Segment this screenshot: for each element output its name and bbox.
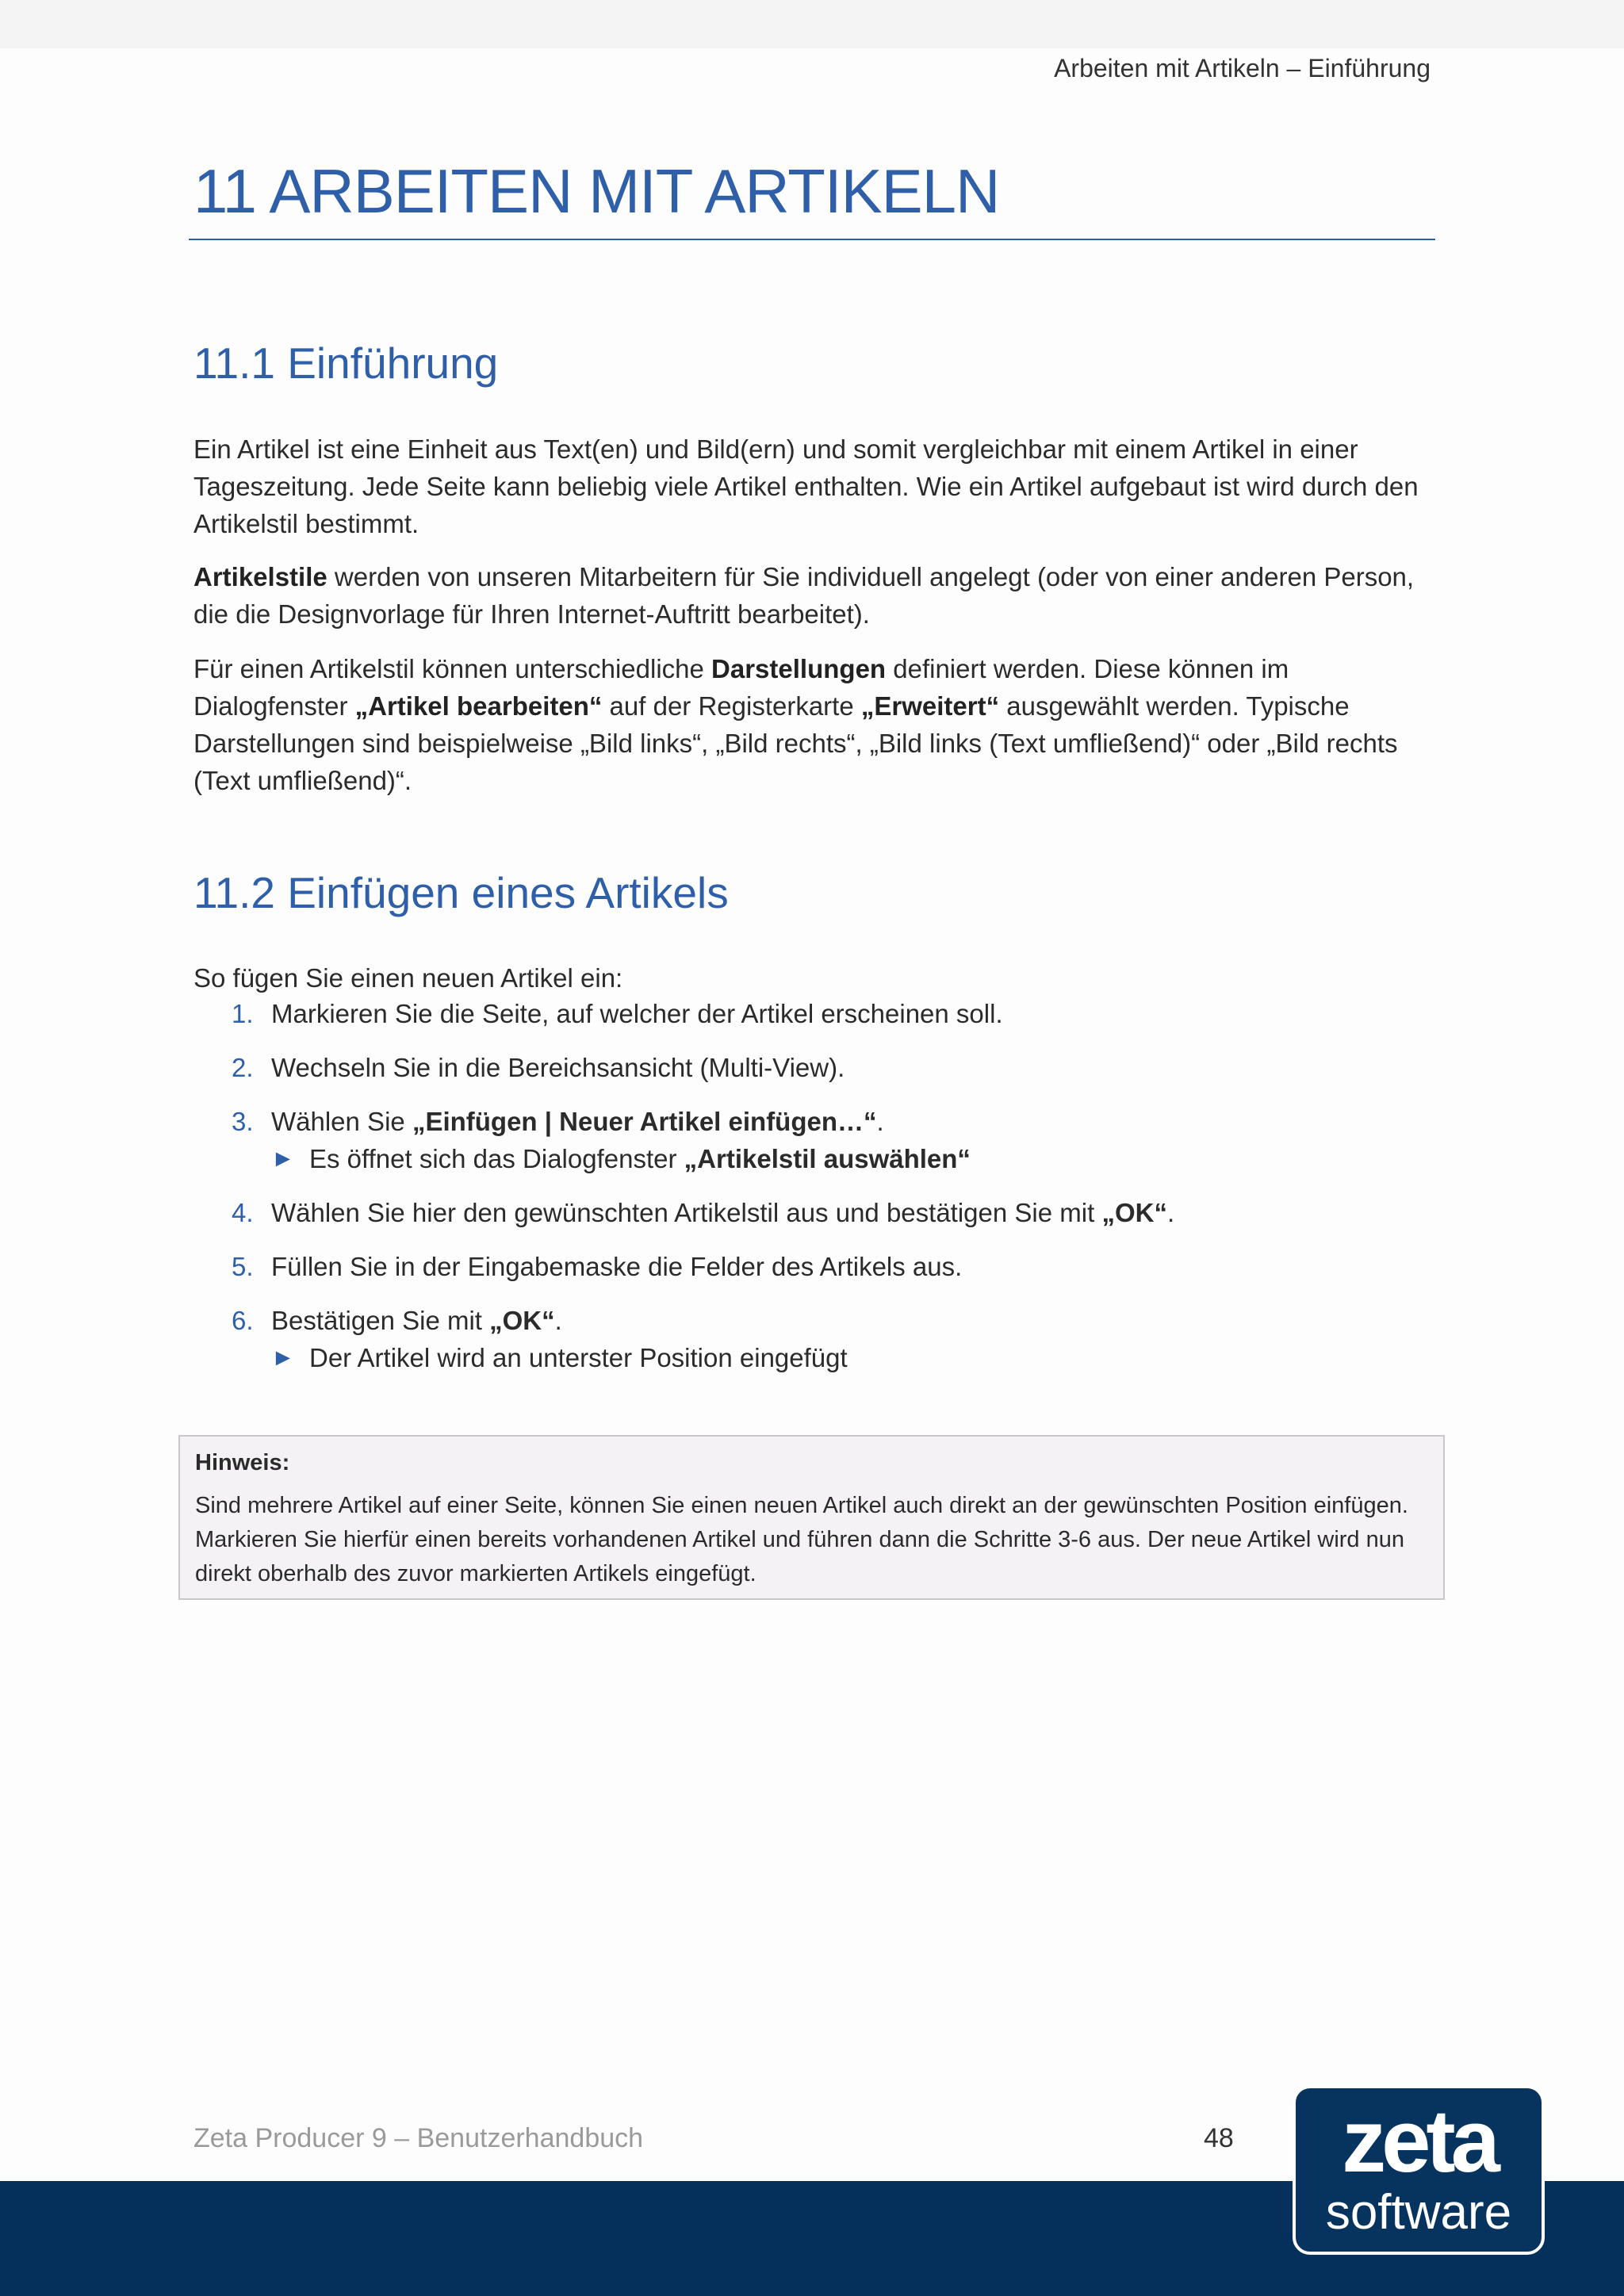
paragraph-representations-part-a: Für einen Artikelstil können unterschiedliche	[193, 654, 712, 683]
step-text-part: .	[876, 1107, 884, 1136]
step-number: 5.	[232, 1252, 254, 1281]
paragraph-article-styles-text: werden von unseren Mitarbeitern für Sie individuell angelegt (oder von einer anderen Person, die die Designvorlage für Ihren Internet-Auftritt bearbeitet).	[193, 562, 1415, 629]
paragraph-intro: Ein Artikel ist eine Einheit aus Text(en) und Bild(ern) und somit vergleichbar mit einem Artikel in einer Tageszeitung. Jede Seite kann beliebig viele Artikel enthalten. Wie ein Artikel aufgebaut ist wird durch den Artikelstil bestimmt.	[193, 434, 1419, 538]
step-item	[193, 1049, 1431, 1086]
step-result-text: Es öffnet sich das Dialogfenster	[309, 1144, 684, 1173]
paragraph-article-styles	[193, 558, 1431, 633]
button-name-ok: „OK“	[1101, 1198, 1167, 1227]
step-text: Markieren Sie die Seite, auf welcher der Artikel erscheinen soll.	[271, 999, 1003, 1028]
step-result-text: Der Artikel wird an unterster Position eingefügt	[309, 1343, 848, 1372]
step-number: 3.	[232, 1107, 254, 1136]
running-header: Arbeiten mit Artikeln – Einführung	[1054, 54, 1431, 82]
step-text: Wechseln Sie in die Bereichsansicht (Multi-View).	[271, 1053, 845, 1082]
step-number: 4.	[232, 1198, 254, 1227]
paragraph-representations	[193, 650, 1431, 799]
steps-intro: So fügen Sie einen neuen Artikel ein:	[193, 963, 623, 993]
step-text-part: .	[1166, 1198, 1175, 1227]
logo-word-software: software	[1325, 2185, 1512, 2240]
zeta-software-logo	[1293, 2085, 1545, 2255]
arrow-right-icon: ►	[271, 1345, 295, 1371]
step-number: 6.	[232, 1306, 254, 1335]
step-text-part: Wählen Sie	[271, 1107, 412, 1136]
step-text: Wählen Sie hier den gewünschten Artikelstil aus und bestätigen Sie mit	[271, 1198, 1102, 1227]
step-text: Füllen Sie in der Eingabemaske die Felder des Artikels aus.	[271, 1252, 963, 1281]
step-item	[193, 1248, 1431, 1285]
page-number: 48	[1204, 2123, 1234, 2153]
paragraph-representations-part-c: definiert werden. Diese können im Dialogfenster	[193, 654, 1289, 721]
note-title: Hinweis:	[195, 1450, 290, 1475]
step-item	[193, 995, 1431, 1032]
term-erweitert: „Erweitert“	[860, 691, 1000, 721]
term-darstellungen: Darstellungen	[711, 654, 887, 683]
step-number: 2.	[232, 1053, 254, 1082]
dialog-name-artikelstil: „Artikelstil auswählen“	[684, 1144, 971, 1173]
note-box	[178, 1435, 1445, 1600]
chapter-title: 11 ARBEITEN MIT ARTIKELN	[193, 156, 1000, 226]
menu-path-new-article: „Einfügen | Neuer Artikel einfügen…“	[412, 1107, 877, 1136]
step-number: 1.	[232, 999, 254, 1028]
step-text	[271, 1103, 1431, 1140]
note-text: Sind mehrere Artikel auf einer Seite, können Sie einen neuen Artikel auch direkt an der gewünschten Position einfügen. Markieren Sie hierfür einen bereits vorhandenen Artikel und führen dann die Schritte 3-6 aus. Der neue Artikel wird nun direkt oberhalb des zuvor markierten Artikels eingefügt.	[195, 1493, 1408, 1586]
button-name-ok: „OK“	[489, 1306, 555, 1335]
step-text	[271, 1302, 1431, 1339]
step-item	[193, 1302, 1431, 1376]
section-heading-2: 11.2 Einfügen eines Artikels	[193, 868, 729, 917]
step-item	[193, 1194, 1431, 1231]
top-strip	[0, 0, 1624, 48]
step-result	[271, 1339, 1431, 1376]
step-result	[271, 1140, 1431, 1177]
step-text-part: Bestätigen Sie mit	[271, 1306, 490, 1335]
paragraph-representations-part-e: auf der Registerkarte	[602, 691, 861, 721]
term-artikelstile: Artikelstile	[193, 562, 327, 591]
step-item	[193, 1103, 1431, 1177]
footer-title: Zeta Producer 9 – Benutzerhandbuch	[193, 2123, 644, 2153]
arrow-right-icon: ►	[271, 1146, 295, 1172]
section-heading-1: 11.1 Einführung	[193, 339, 499, 388]
steps-list	[193, 995, 1431, 1393]
logo-word-zeta: zeta	[1342, 2091, 1496, 2191]
paragraph-representations-part-g: ausgewählt werden. Typische Darstellungen sind beispielweise „Bild links“, „Bild rechts“, „Bild links (Text umfließend)“ oder „Bild rechts (Text umfließend)“.	[193, 691, 1398, 795]
step-text-part: .	[554, 1306, 562, 1335]
term-artikel-bearbeiten: „Artikel bearbeiten“	[354, 691, 603, 721]
chapter-rule	[189, 239, 1435, 240]
